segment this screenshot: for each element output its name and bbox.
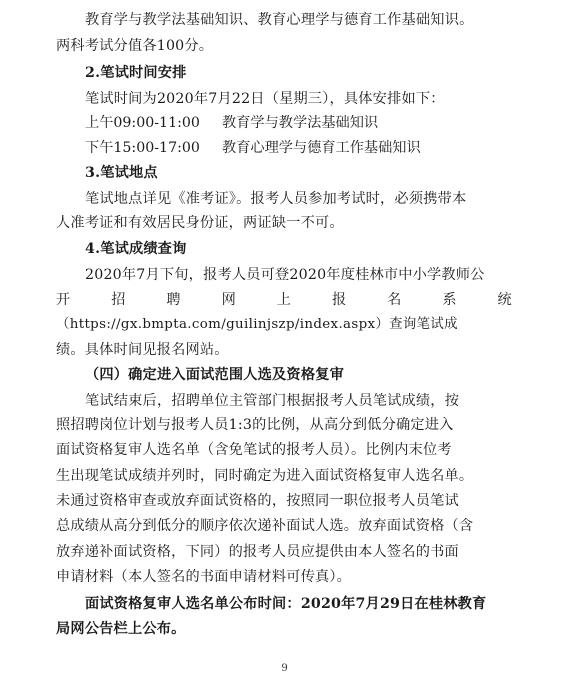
schedule-time: 下午15:00-17:00 bbox=[85, 140, 200, 156]
paragraph-line: 笔试时间为2020年7月22日（星期三），具体安排如下： bbox=[85, 91, 445, 107]
paragraph-line: 教育学与教学法基础知识、教育心理学与德育工作基础知识。 bbox=[85, 12, 474, 28]
paragraph-line: 面试资格复审人选名单（含免笔试的报考人员）。比例内末位考 bbox=[56, 442, 452, 458]
spread-char: 上 bbox=[276, 292, 292, 308]
spread-char: 系 bbox=[442, 292, 457, 308]
section-heading: 4.笔试成绩查询 bbox=[85, 241, 187, 257]
subsection-title: （四）确定进入面试范围人选及资格复审 bbox=[85, 367, 344, 383]
schedule-time: 上午09:00-11:00 bbox=[85, 115, 200, 131]
paragraph-line: 总成绩从高分到低分的顺序依次递补面试人选。放弃面试资格（含 bbox=[56, 518, 474, 534]
paragraph-line: 申请材料（本人签名的书面申请材料可传真）。 bbox=[56, 569, 352, 585]
paragraph-line: 生出现笔试成绩并列时，同时确定为进入面试资格复审人选名单。 bbox=[56, 468, 474, 484]
spread-char: 招 bbox=[111, 292, 126, 308]
page-number: 9 bbox=[281, 663, 288, 674]
section-heading: 2.笔试时间安排 bbox=[85, 65, 187, 81]
section-heading: 3.笔试地点 bbox=[85, 165, 158, 181]
notice-line: 面试资格复审人选名单公布时间：2020年7月29日在桂林教育 bbox=[85, 596, 487, 612]
paragraph-line: 笔试地点详见《准考证》。报考人员参加考试时，必须携带本 bbox=[85, 191, 467, 207]
paragraph-line: 笔试结束后，招聘单位主管部门根据报考人员笔试成绩，按 bbox=[85, 393, 460, 409]
paragraph-line: 未通过资格审查或放弃面试资格的，按照同一职位报考人员笔试 bbox=[56, 493, 459, 509]
paragraph-line: 放弃递补面试资格，下同）的报考人员应提供由本人签名的书面 bbox=[56, 544, 459, 560]
paragraph-line: 照招聘岗位计划与报考人员1:3的比例，从高分到低分确定进入 bbox=[56, 417, 454, 433]
schedule-subject: 教育心理学与德育工作基础知识 bbox=[222, 140, 421, 156]
paragraph-line: 人准考证和有效居民身份证，两证缺一不可。 bbox=[56, 215, 344, 231]
schedule-subject: 教育学与教学法基础知识 bbox=[222, 115, 379, 131]
paragraph-line: 两科考试分值各100分。 bbox=[56, 38, 214, 54]
paragraph-line: 绩。具体时间见报名网站。 bbox=[56, 342, 229, 358]
spread-char: 聘 bbox=[166, 292, 181, 308]
schedule-row bbox=[0, 136, 569, 160]
spread-char: 报 bbox=[331, 292, 347, 308]
spread-char: 名 bbox=[387, 292, 402, 308]
url-line: （https://gx.bmpta.com/guilinjszp/index.aspx）查询笔试成 bbox=[56, 317, 458, 332]
paragraph-line: 2020年7月下旬，报考人员可登2020年度桂林市中小学教师公 bbox=[85, 267, 485, 283]
schedule-row bbox=[0, 111, 569, 135]
spread-char: 统 bbox=[497, 292, 512, 308]
spread-char: 开 bbox=[56, 292, 71, 308]
notice-line: 局网公告栏上公布。 bbox=[56, 621, 186, 637]
justified-line bbox=[56, 288, 512, 312]
spread-char: 网 bbox=[221, 292, 236, 308]
